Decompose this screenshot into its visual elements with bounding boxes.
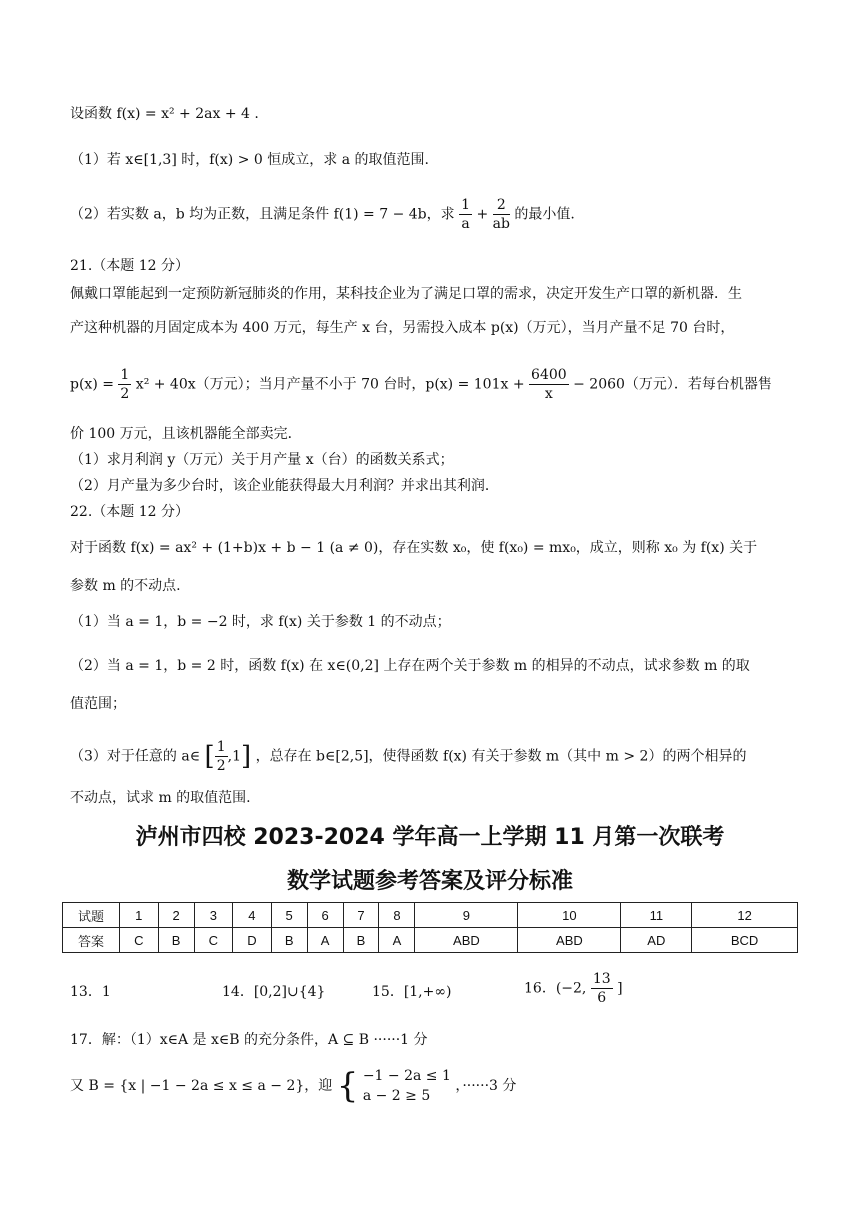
answer-cell: A xyxy=(379,928,415,953)
question-number-cell: 4 xyxy=(233,903,272,928)
answer-cell: ABD xyxy=(518,928,621,953)
problem21-line2: 产这种机器的月固定成本为 400 万元，每生产 x 台，另需投入成本 p(x)（万元），当月产量不足 70 台时， xyxy=(70,320,735,336)
question-number-cell: 11 xyxy=(621,903,692,928)
problem22-header: 22.（本题 12 分） xyxy=(70,504,189,520)
answer-cell: D xyxy=(233,928,272,953)
table-row-label: 试题 xyxy=(63,903,120,928)
problem20-part2: （2）若实数 a，b 均为正数，且满足条件 f(1) = 7 − 4b，求 $\frac{1}{a}$ + $\frac{2}{ab}$ 的最小值. xyxy=(70,197,575,232)
answer-key-subtitle: 数学试题参考答案及评分标准 xyxy=(286,869,573,894)
table-row xyxy=(63,928,798,953)
problem22-q1: （1）当 a = 1，b = −2 时，求 f(x) 关于参数 1 的不动点； xyxy=(70,614,451,630)
table-row xyxy=(63,903,798,928)
answer-cell: ABD xyxy=(415,928,518,953)
answer-cell: A xyxy=(307,928,343,953)
answer-key-main-title: 泸州市四校 2023-2024 学年高一上学期 11 月第一次联考 xyxy=(135,825,725,850)
problem22-q3b: 不动点，试求 m 的取值范围. xyxy=(70,790,251,806)
answer-cell: B xyxy=(271,928,307,953)
answer-13: 13．1 xyxy=(70,984,111,1000)
problem20-part2-pre: （2）若实数 a，b 均为正数，且满足条件 f(1) = 7 − 4b，求 xyxy=(70,206,455,223)
problem20-part2-post: 的最小值. xyxy=(514,206,575,223)
answer-cell: B xyxy=(343,928,379,953)
question-number-cell: 7 xyxy=(343,903,379,928)
fraction-6400-over-x: $\frac{6400}{x}$ xyxy=(531,367,567,402)
question-number-cell: 1 xyxy=(120,903,159,928)
answer-16: 16．(−2, $\frac{13}{6}$ ] xyxy=(524,971,623,1006)
fraction-2-over-ab: $\frac{2}{ab}$ xyxy=(492,197,510,232)
question-number-cell: 5 xyxy=(271,903,307,928)
problem22-q2b: 值范围； xyxy=(70,696,126,712)
question-number-cell: 8 xyxy=(379,903,415,928)
answer-table xyxy=(62,902,798,953)
answer-14: 14．[0,2]∪{4} xyxy=(222,984,326,1000)
problem21-line1: 佩戴口罩能起到一定预防新冠肺炎的作用，某科技企业为了满足口罩的需求，决定开发生产口罩的新机器．生 xyxy=(70,286,742,302)
fraction-13-over-6: $\frac{13}{6}$ xyxy=(592,971,611,1006)
answer-cell: C xyxy=(194,928,233,953)
problem21-line4: 价 100 万元，且该机器能全部卖完． xyxy=(70,426,302,442)
fraction-1-over-a: $\frac{1}{a}$ xyxy=(461,197,470,232)
problem22-q3: （3）对于任意的 a∈ [ $\frac{1}{2}$ ,1] ，总存在 b∈[2,5]，使得函数 f(x) 有关于参数 m（其中 m > 2）的两个相异的 xyxy=(70,739,747,774)
answer-15: 15．[1,+∞) xyxy=(372,984,452,1000)
problem21-q2: （2）月产量为多少台时，该企业能获得最大月利润？并求出其利润． xyxy=(70,478,499,494)
problem22-line1: 对于函数 f(x) = ax² + (1+b)x + b − 1 (a ≠ 0)，存在实数 x₀，使 f(x₀) = mx₀，成立，则称 x₀ 为 f(x) 关于 xyxy=(70,540,758,556)
solution17-line2: 又 B = {x | −1 − 2a ≤ x ≤ a − 2}，迎 { −1 − 2a ≤ 1 a − 2 ≥ 5 ，······3 分 xyxy=(70,1066,517,1106)
answer-cell: C xyxy=(120,928,159,953)
table-row-label: 答案 xyxy=(63,928,120,953)
solution17-line1: 17．解：（1）x∈A 是 x∈B 的充分条件，A ⊆ B ······1 分 xyxy=(70,1032,428,1048)
fraction-half-interval: $\frac{1}{2}$ xyxy=(216,739,226,774)
answer-cell: B xyxy=(158,928,194,953)
problem21-line3: p(x) = $\frac{1}{2}$ x² + 40x（万元）；当月产量不小于 70 台时，p(x) = 101x + $\frac{6400}{x}$ − 2060（万元）．若每台机器售 xyxy=(70,367,772,402)
question-number-cell: 6 xyxy=(307,903,343,928)
question-number-cell: 12 xyxy=(692,903,798,928)
problem20-intro: 设函数 f(x) = x² + 2ax + 4 . xyxy=(70,106,259,122)
problem22-line2: 参数 m 的不动点. xyxy=(70,578,181,594)
problem20-part1: （1）若 x∈[1,3] 时，f(x) > 0 恒成立，求 a 的取值范围. xyxy=(70,152,429,168)
question-number-cell: 9 xyxy=(415,903,518,928)
question-number-cell: 3 xyxy=(194,903,233,928)
problem22-q2a: （2）当 a = 1，b = 2 时，函数 f(x) 在 x∈(0,2] 上存在两个关于参数 m 的相异的不动点，试求参数 m 的取 xyxy=(70,658,750,674)
problem21-q1: （1）求月利润 y（万元）关于月产量 x（台）的函数关系式； xyxy=(70,452,454,468)
answer-cell: AD xyxy=(621,928,692,953)
question-number-cell: 10 xyxy=(518,903,621,928)
problem21-header: 21.（本题 12 分） xyxy=(70,258,189,274)
answer-cell: BCD xyxy=(692,928,798,953)
question-number-cell: 2 xyxy=(158,903,194,928)
fraction-one-half: $\frac{1}{2}$ xyxy=(120,367,130,402)
